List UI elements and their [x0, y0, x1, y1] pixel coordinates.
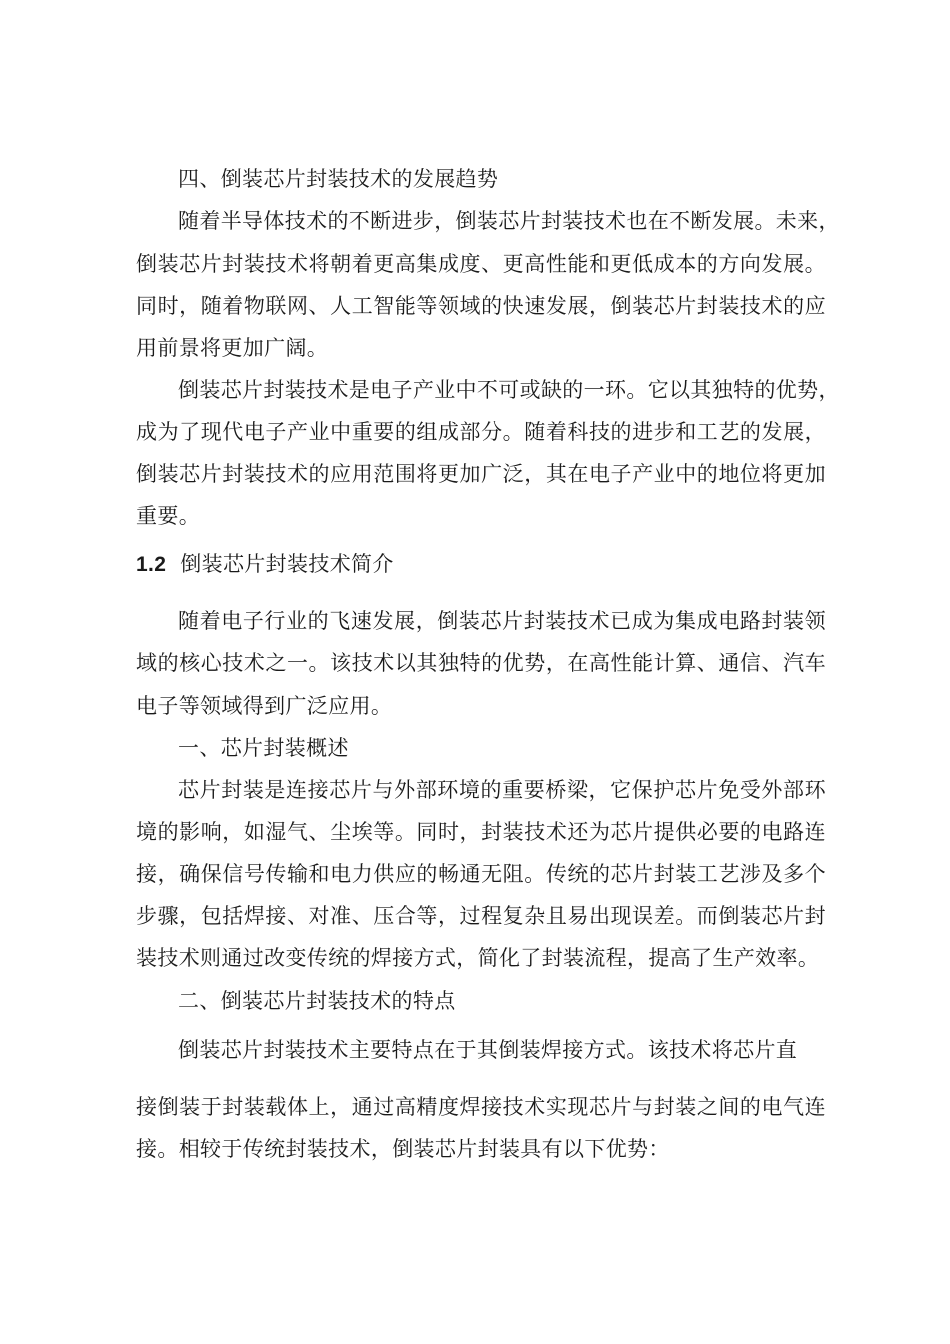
paragraph-line: 随着电子行业的飞速发展，倒装芯片封装技术已成为集成电路封装领 [178, 609, 826, 633]
paragraph-line: 重要。 [136, 504, 201, 528]
paragraph-line: 倒装芯片封装技术的应用范围将更加广泛，其在电子产业中的地位将更加 [136, 462, 826, 486]
paragraph-line: 倒装芯片封装技术主要特点在于其倒装焊接方式。该技术将芯片直 [178, 1038, 798, 1062]
paragraph-line: 境的影响，如湿气、尘埃等。同时，封装技术还为芯片提供必要的电路连 [136, 820, 826, 844]
subsection-heading: 二、倒装芯片封装技术的特点 [178, 989, 456, 1013]
paragraph-line: 倒装芯片封装技术是电子产业中不可或缺的一环。它以其独特的优势， [178, 378, 840, 402]
paragraph-line: 芯片封装是连接芯片与外部环境的重要桥梁，它保护芯片免受外部环 [178, 778, 826, 802]
section-title: 倒装芯片封装技术简介 [180, 552, 394, 576]
paragraph-line: 随着半导体技术的不断进步，倒装芯片封装技术也在不断发展。未来， [178, 209, 840, 233]
section-heading-1-2 [136, 550, 826, 579]
paragraph-line: 接，确保信号传输和电力供应的畅通无阻。传统的芯片封装工艺涉及多个 [136, 862, 826, 886]
subsection-heading: 一、芯片封装概述 [178, 736, 349, 760]
paragraph-line: 同时，随着物联网、人工智能等领域的快速发展，倒装芯片封装技术的应 [136, 294, 826, 318]
paragraph-line: 接倒装于封装载体上，通过高精度焊接技术实现芯片与封装之间的电气连 [136, 1095, 826, 1119]
paragraph-line: 装技术则通过改变传统的焊接方式，简化了封装流程，提高了生产效率。 [136, 946, 820, 970]
paragraph-line: 成为了现代电子产业中重要的组成部分。随着科技的进步和工艺的发展， [136, 420, 826, 444]
section-number: 1.2 [136, 553, 167, 576]
paragraph-line: 电子等领域得到广泛应用。 [136, 694, 393, 718]
section-heading: 四、倒装芯片封装技术的发展趋势 [178, 167, 499, 191]
paragraph-line: 步骤，包括焊接、对准、压合等，过程复杂且易出现误差。而倒装芯片封 [136, 904, 826, 928]
paragraph-line: 域的核心技术之一。该技术以其独特的优势，在高性能计算、通信、汽车 [136, 651, 826, 675]
paragraph-line: 用前景将更加广阔。 [136, 336, 329, 360]
paragraph-line: 接。相较于传统封装技术，倒装芯片封装具有以下优势： [136, 1137, 670, 1161]
paragraph-line: 倒装芯片封装技术将朝着更高集成度、更高性能和更低成本的方向发展。 [136, 252, 826, 276]
